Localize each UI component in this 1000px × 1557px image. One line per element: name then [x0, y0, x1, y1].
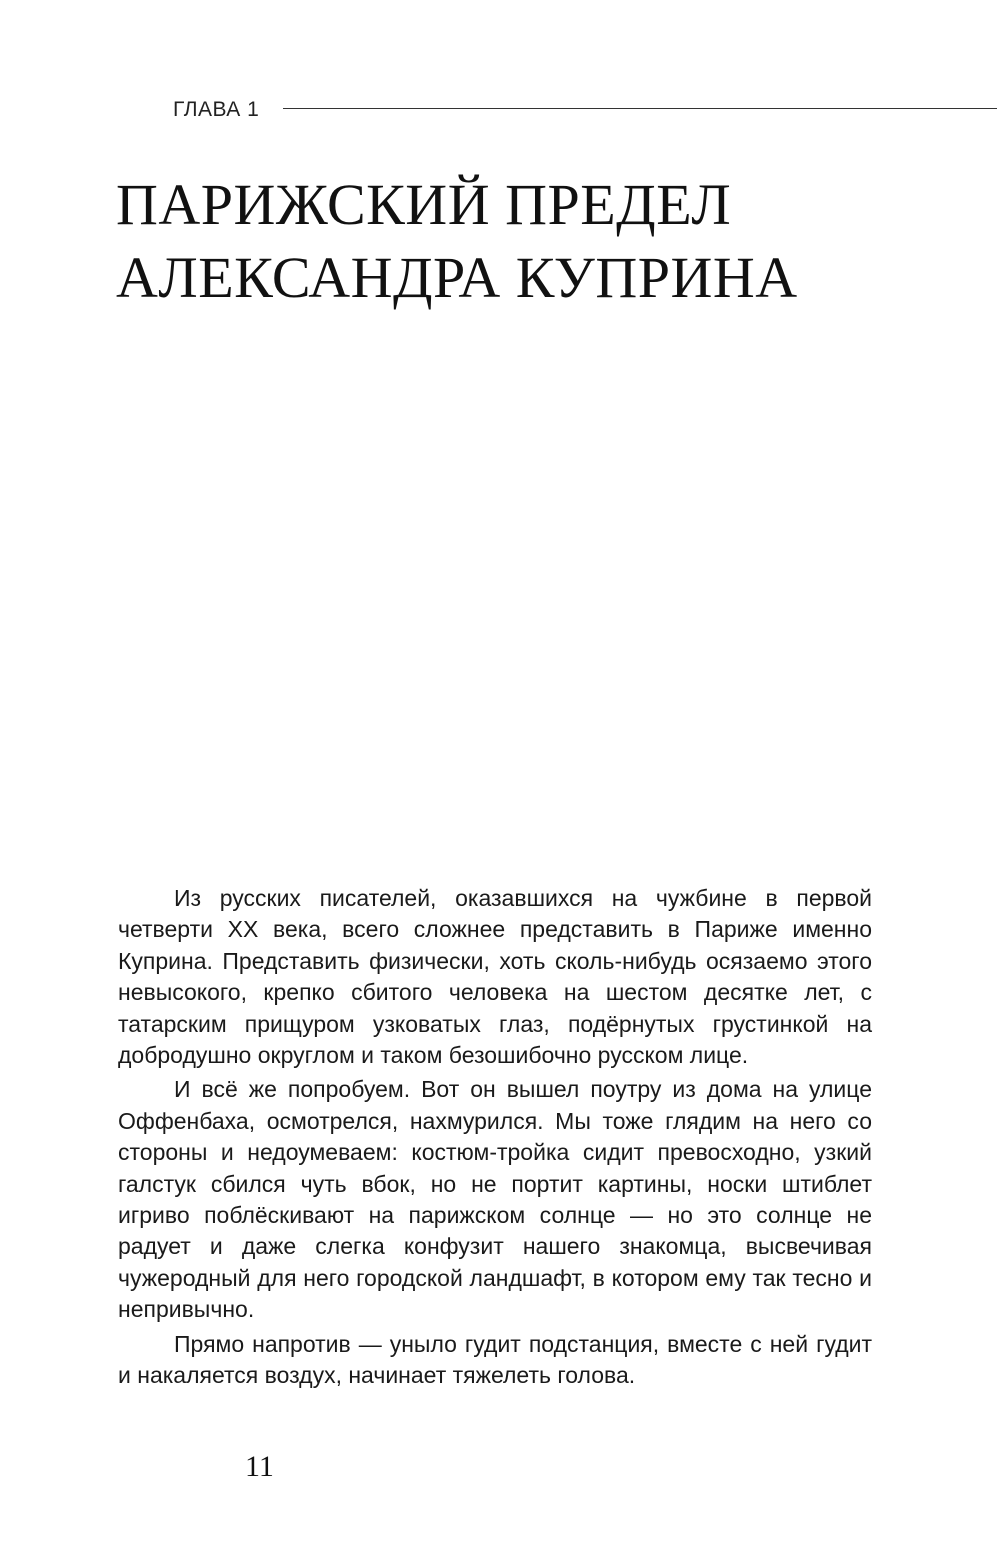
chapter-title-line-1: ПАРИЖСКИЙ ПРЕДЕЛ [116, 172, 732, 237]
chapter-title-line-2: АЛЕКСАНДРА КУПРИНА [116, 245, 798, 310]
page-number: 11 [245, 1450, 274, 1483]
body-text [118, 883, 872, 1395]
paragraph-3: Прямо напротив — уныло гудит подстанция, вместе с ней гудит и накаляется воздух, начинает тяжелеть голова. [118, 1330, 872, 1389]
chapter-rule [283, 108, 997, 109]
chapter-label: ГЛАВА 1 [173, 98, 260, 121]
paragraph-2: И всё же попробуем. Вот он вышел поутру из дома на улице Оффенбаха, осмотрелся, нахмурился. Мы тоже глядим на него со стороны и недоумеваем: костюм-тройка сидит превосходно, узкий галстук сбился чуть вбок, но не портит картины, носки штиблет игриво поблёскивают на парижском солнце — но это солнце не радует и даже слегка конфузит нашего знакомца, высвечивая чужеродный для него городской ландшафт, в котором ему так тесно и непривычно. [118, 1076, 872, 1323]
paragraph-1: Из русских писателей, оказавшихся на чужбине в первой четверти XX века, всего сложнее представить в Париже именно Куприна. Представить физически, хоть сколь-нибудь осязаемо этого невысокого, крепко сбитого человека на шестом десятке лет, с татарским прищуром узковатых глаз, подёрнутых грустинкой на добродушно округлом и таком безошибочно русском лице. [118, 885, 872, 1069]
chapter-title [116, 168, 798, 314]
